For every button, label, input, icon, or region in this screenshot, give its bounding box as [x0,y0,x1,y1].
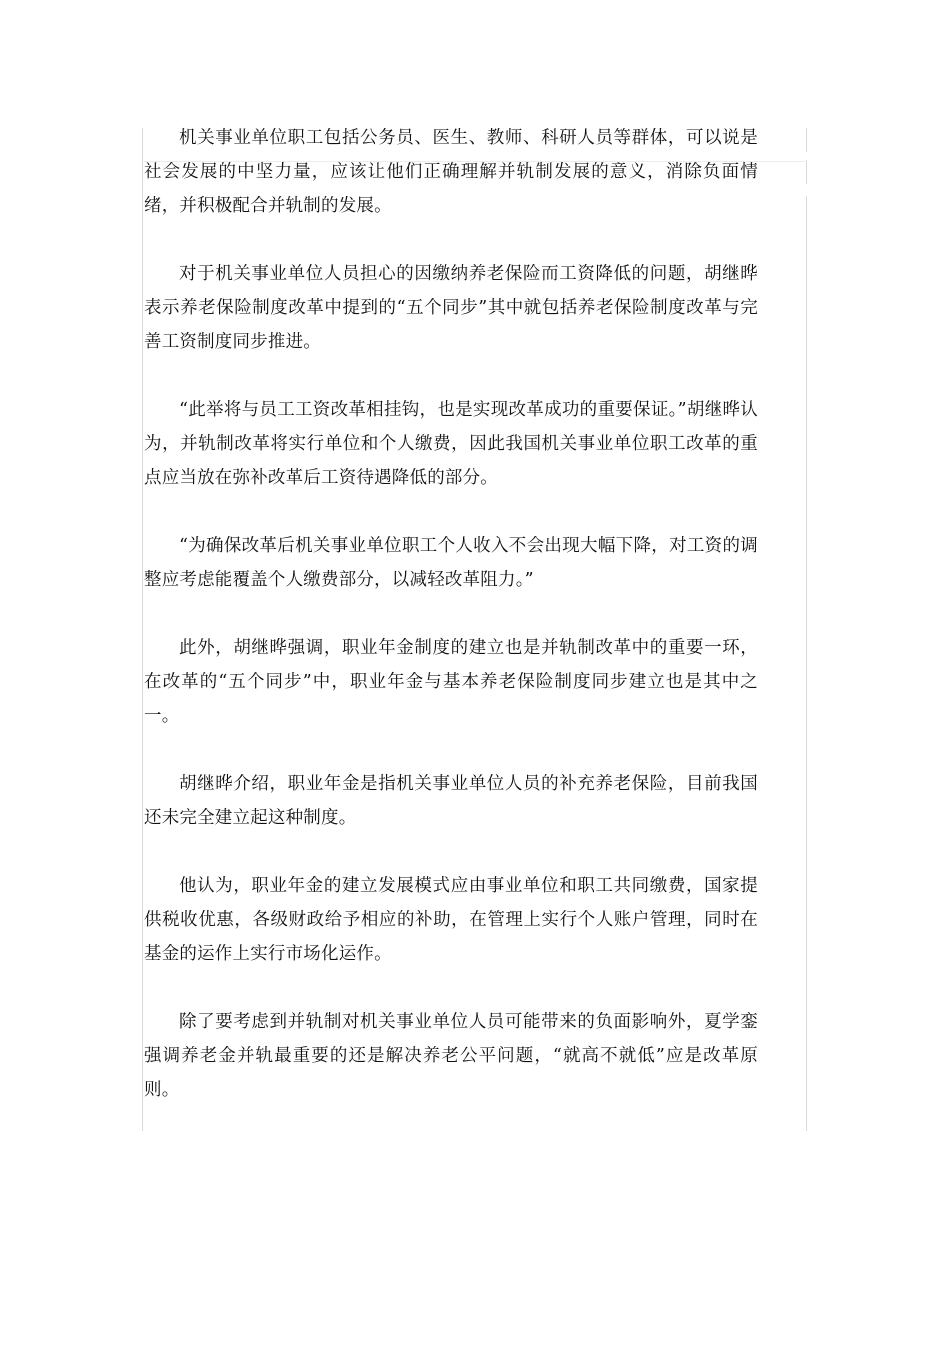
frame-line-right [806,196,807,1131]
paragraph: 胡继晔介绍，职业年金是指机关事业单位人员的补充养老保险，目前我国还未完全建立起这种制度。 [144,774,758,828]
article-body [144,121,758,1141]
paragraph: “此举将与员工工资改革相挂钩，也是实现改革成功的重要保证。”胡继晔认为，并轨制改革将实行单位和个人缴费，因此我国机关事业单位职工改革的重点应当放在弥补改革后工资待遇降低的部分。 [144,400,758,488]
frame-line-right [806,160,807,184]
paragraph: 此外，胡继晔强调，职业年金制度的建立也是并轨制改革中的重要一环，在改革的“五个同步”中，职业年金与基本养老保险制度同步建立也是其中之一。 [144,638,758,726]
paragraph: 对于机关事业单位人员担心的因缴纳养老保险而工资降低的问题，胡继晔表示养老保险制度改革中提到的“五个同步”其中就包括养老保险制度改革与完善工资制度同步推进。 [144,264,758,352]
paragraph: 他认为，职业年金的建立发展模式应由事业单位和职工共同缴费，国家提供税收优惠，各级财政给予相应的补助，在管理上实行个人账户管理，同时在基金的运作上实行市场化运作。 [144,876,758,964]
frame-line-left [142,128,143,1131]
paragraph: 机关事业单位职工包括公务员、医生、教师、科研人员等群体，可以说是社会发展的中坚力量，应该让他们正确理解并轨制发展的意义，消除负面情绪，并积极配合并轨制的发展。 [144,128,758,216]
paragraph: “为确保改革后机关事业单位职工个人收入不会出现大幅下降，对工资的调整应考虑能覆盖个人缴费部分，以减轻改革阻力。” [144,536,758,590]
frame-line-right [806,128,807,152]
paragraph: 除了要考虑到并轨制对机关事业单位人员可能带来的负面影响外，夏学銮强调养老金并轨最重要的还是解决养老公平问题，“就高不就低”应是改革原则。 [144,1012,758,1100]
